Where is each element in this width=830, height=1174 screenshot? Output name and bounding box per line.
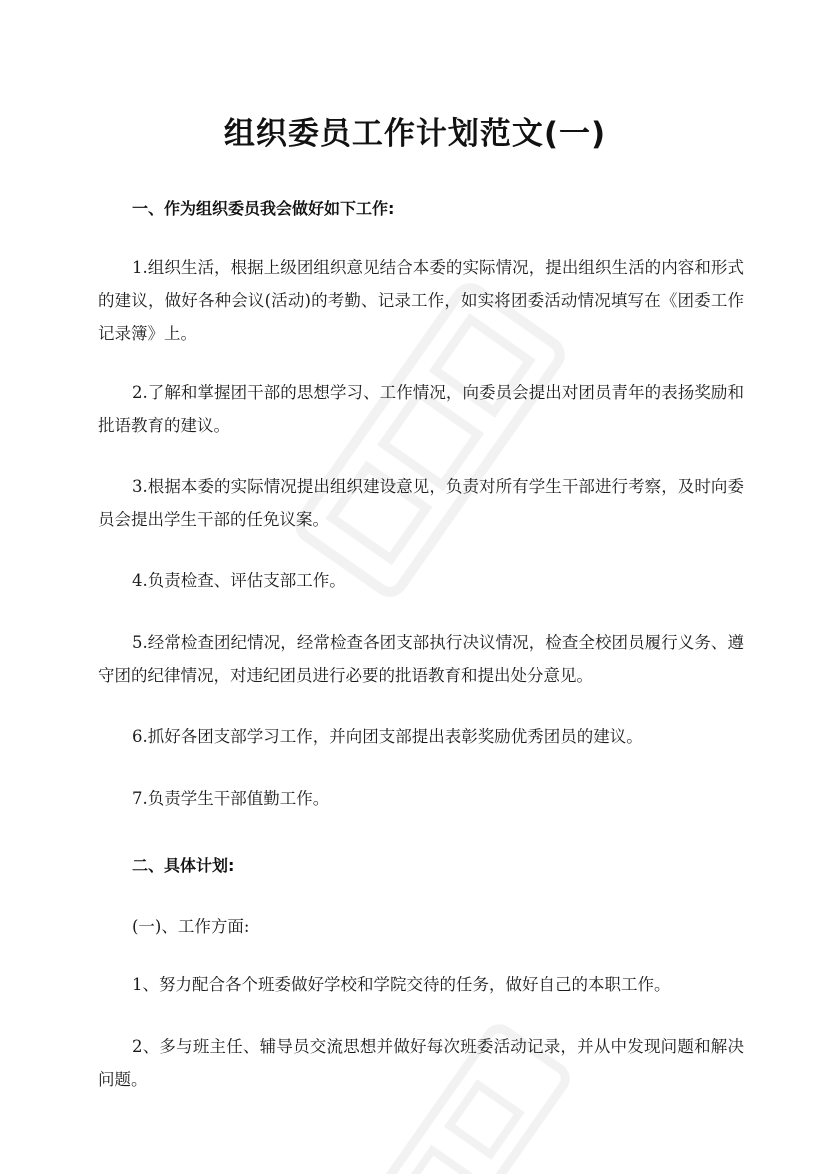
section-heading-1: 一、作为组织委员我会做好如下工作: (132, 199, 395, 218)
paragraph-item-6: 6.抓好各团支部学习工作，并向团支部提出表彰奖励优秀团员的建议。 (132, 727, 643, 746)
paragraph-item-7: 7.负责学生干部值勤工作。 (132, 789, 330, 808)
paragraph-item-3: 3.根据本委的实际情况提出组织建设意见，负责对所有学生干部进行考察，及时向委员会提出学生干部的任免议案。 (98, 477, 744, 529)
paragraph-item-2: 2.了解和掌握团干部的思想学习、工作情况，向委员会提出对团员青年的表扬奖励和批语教育的建议。 (98, 383, 744, 435)
paragraph-item-1: 1.组织生活，根据上级团组织意见结合本委的实际情况，提出组织生活的内容和形式的建议，做好各种会议(活动)的考勤、记录工作，如实将团委活动情况填写在《团委工作记录簿》上。 (98, 258, 744, 343)
plan-item-2: 2、多与班主任、辅导员交流思想并做好每次班委活动记录，并从中发现问题和解决问题。 (98, 1037, 744, 1089)
document-title: 组织委员工作计划范文(一) (223, 116, 607, 152)
subsection-heading-1: (一)、工作方面: (132, 917, 250, 936)
paragraph-item-5: 5.经常检查团纪情况，经常检查各团支部执行决议情况，检查全校团员履行义务、遵守团的纪律情况，对违纪团员进行必要的批语教育和提出处分意见。 (98, 633, 744, 685)
section-heading-2: 二、具体计划: (132, 856, 235, 875)
paragraph-item-4: 4.负责检查、评估支部工作。 (132, 571, 346, 590)
plan-item-1: 1、努力配合各个班委做好学校和学院交待的任务，做好自己的本职工作。 (132, 975, 671, 994)
